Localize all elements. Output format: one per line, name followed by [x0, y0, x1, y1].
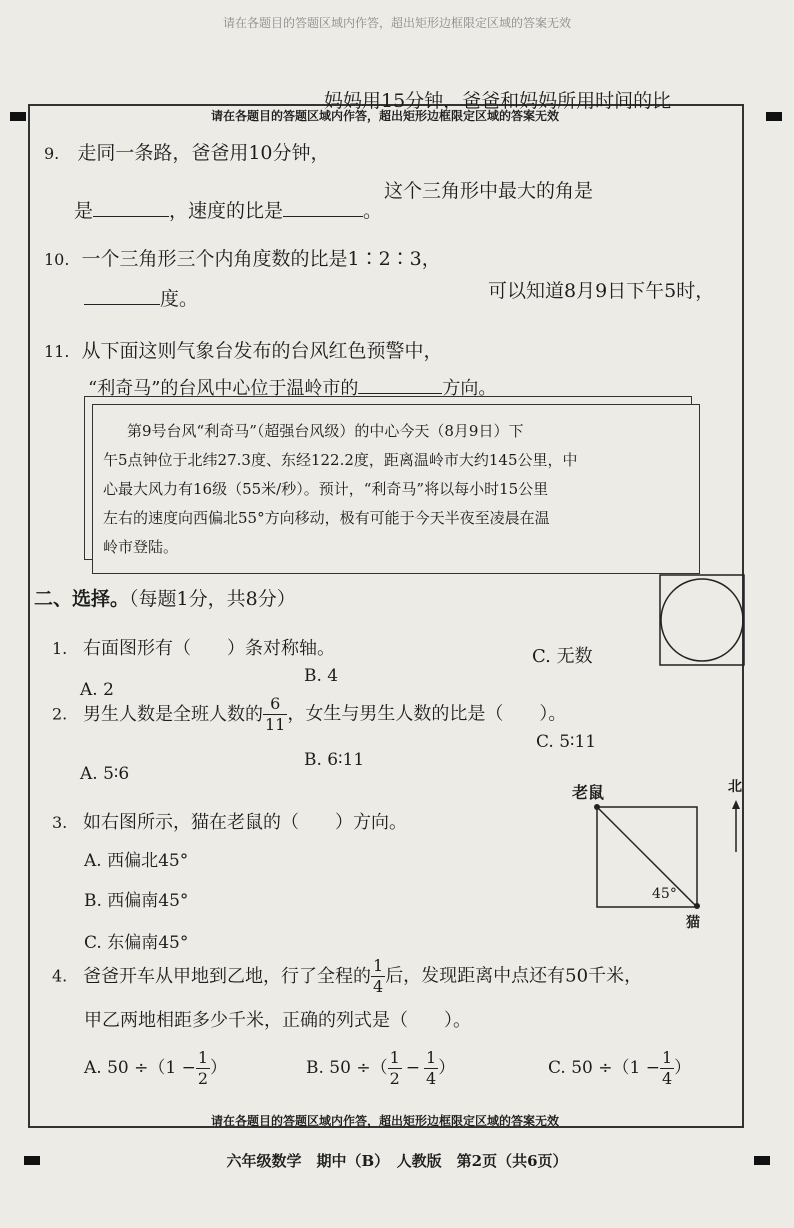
cat-mouse-figure [590, 800, 750, 910]
q9-text: 走同一条路，爸爸用10分钟， [77, 142, 330, 164]
q10-line2 [84, 284, 198, 311]
cq4-line1 [52, 956, 642, 997]
north-arrow-head [732, 800, 740, 809]
option-fraction [388, 1048, 402, 1089]
q9-line1b: 妈妈用15分钟，爸爸和妈妈所用时间的比 [324, 90, 672, 112]
fraction-numerator: 1 [426, 1048, 437, 1067]
cat-point [694, 903, 700, 909]
option-text: ） [674, 1058, 692, 1078]
registration-mark [766, 112, 782, 121]
bulletin-line: 午5点钟位于北纬27.3度、东经122.2度，距离温岭市大约145公里，中 [103, 451, 578, 469]
q9-line2 [74, 196, 382, 223]
fraction-denominator: 4 [426, 1069, 437, 1088]
q10-line1b: 这个三角形中最大的角是 [384, 180, 594, 202]
fraction-numerator: 1 [373, 956, 384, 975]
q10-text: 一个三角形三个内角度数的比是1∶2∶3， [81, 248, 441, 270]
cq4-option-a[interactable] [84, 1048, 227, 1089]
option-fraction [196, 1048, 210, 1089]
cq2-number: 2. [52, 704, 68, 724]
cq3-number: 3. [52, 813, 68, 832]
fraction-numerator: 1 [197, 1048, 209, 1067]
fraction-denominator: 2 [197, 1069, 209, 1088]
cq2-option-b[interactable]: B. 6∶11 [304, 750, 365, 770]
header-notice: 请在各题目的答题区域内作答，超出矩形边框限定区域的答案无效 [210, 109, 559, 123]
cq1-stem [52, 634, 335, 660]
bulletin-line: 岭市登陆。 [103, 538, 179, 556]
cq2-text-pre: 男生人数是全班人数的 [83, 703, 263, 725]
section-title [34, 584, 296, 611]
section-score: （每题1分，共8分） [129, 588, 296, 610]
angle-label: 45° [652, 886, 677, 902]
fraction-denominator: 4 [661, 1069, 673, 1088]
figure-square [660, 575, 744, 665]
q9-blank-speed-ratio[interactable] [283, 200, 363, 217]
q11-line1 [44, 336, 443, 363]
cq1-option-a[interactable]: A. 2 [80, 680, 114, 700]
option-text: B. 50 ÷（ [306, 1058, 388, 1078]
cq4-line2: 甲乙两地相距多少千米，正确的列式是（ ）。 [84, 1010, 471, 1031]
q9-blank-time-ratio[interactable] [93, 200, 169, 217]
cq2-text-post: ，女生与男生人数的比是（ ）。 [287, 703, 567, 725]
fraction-numerator: 6 [263, 694, 287, 715]
cq1-option-b[interactable]: B. 4 [304, 666, 339, 686]
cq3-stem [52, 808, 407, 834]
cq4-text-post: 后，发现距离中点还有50千米， [385, 965, 643, 987]
q10-line1 [44, 244, 441, 271]
q11-number: 11. [44, 342, 70, 361]
fraction-numerator: 1 [389, 1048, 400, 1067]
figure-diagonal [597, 807, 697, 907]
bulletin-box [92, 404, 700, 574]
q11-text-center: “利奇马”的台风中心位于温岭市的 [88, 378, 359, 399]
cq1-text: 右面图形有（ ）条对称轴。 [83, 638, 335, 659]
fraction-numerator: 1 [661, 1048, 673, 1067]
cq1-option-c[interactable]: C. 无数 [532, 646, 593, 667]
q11-line1b: 可以知道8月9日下午5时， [488, 280, 715, 302]
cq3-option-b[interactable]: B. 西偏南45° [84, 891, 189, 911]
q9-text-shi: 是 [74, 200, 94, 222]
q11-text-direction: 方向。 [442, 378, 497, 399]
mouse-point [594, 804, 600, 810]
cq4-option-b[interactable] [306, 1048, 455, 1089]
cq3-option-c[interactable]: C. 东偏南45° [84, 933, 189, 953]
top-faded-notice: 请在各题目的答题区域内作答，超出矩形边框限定区域的答案无效 [222, 16, 571, 30]
bulletin-line: 左右的速度向西偏北55°方向移动，极有可能于今天半夜至凌晨在温 [103, 509, 550, 527]
bulletin-line: 心最大风力有16级（55米/秒）。预计，“利奇马”将以每小时15公里 [103, 480, 549, 498]
q11-blank-direction[interactable] [358, 377, 442, 394]
cq4-text-pre: 爸爸开车从甲地到乙地，行了全程的 [83, 965, 371, 987]
cq2-fraction [263, 694, 287, 735]
cq4-option-c[interactable] [548, 1048, 691, 1089]
option-fraction [424, 1048, 438, 1089]
fraction-denominator: 11 [265, 715, 286, 734]
bulletin-text [103, 417, 689, 562]
option-text: C. 50 ÷（1 − [548, 1058, 660, 1078]
option-fraction [660, 1048, 674, 1089]
cq2-option-c[interactable]: C. 5∶11 [536, 732, 597, 752]
cq4-fraction [371, 956, 385, 997]
cq1-number: 1. [52, 639, 68, 658]
q11-text: 从下面这则气象台发布的台风红色预警中， [81, 340, 443, 362]
circle-in-square-figure [658, 573, 746, 667]
fraction-denominator: 4 [373, 977, 384, 996]
figure-circle [661, 579, 743, 661]
q10-blank-angle[interactable] [84, 288, 160, 305]
option-text: ） [438, 1058, 456, 1078]
q9-line1 [44, 138, 330, 165]
cat-label: 猫 [686, 915, 700, 931]
page-footer: 六年级数学 期中（B） 人教版 第2页（共6页） [226, 1152, 568, 1170]
north-label: 北 [728, 779, 742, 795]
q9-number: 9. [44, 144, 60, 163]
mouse-label: 老鼠 [572, 783, 605, 802]
q9-text-speed: ，速度的比是 [169, 200, 284, 222]
cq3-option-a[interactable]: A. 西偏北45° [84, 851, 189, 871]
q10-number: 10. [44, 250, 70, 269]
registration-mark [10, 112, 26, 121]
bulletin-line: 第9号台风“利奇马”（超强台风级）的中心今天（8月9日）下 [127, 422, 524, 440]
minus-sign: − [405, 1058, 421, 1078]
option-text: A. 50 ÷（1 − [84, 1058, 196, 1078]
cq4-number: 4. [52, 966, 68, 986]
cq3-text: 如右图所示，猫在老鼠的（ ）方向。 [83, 812, 407, 833]
cq2-option-a[interactable]: A. 5∶6 [80, 764, 130, 784]
q10-text-degree: 度。 [160, 288, 199, 310]
cq2-stem [52, 694, 566, 735]
q9-period: 。 [363, 200, 383, 222]
section-heading: 二、选择。 [34, 588, 130, 610]
option-text: ） [210, 1058, 228, 1078]
footer-notice: 请在各题目的答题区域内作答，超出矩形边框限定区域的答案无效 [210, 1114, 559, 1128]
fraction-denominator: 2 [389, 1069, 400, 1088]
